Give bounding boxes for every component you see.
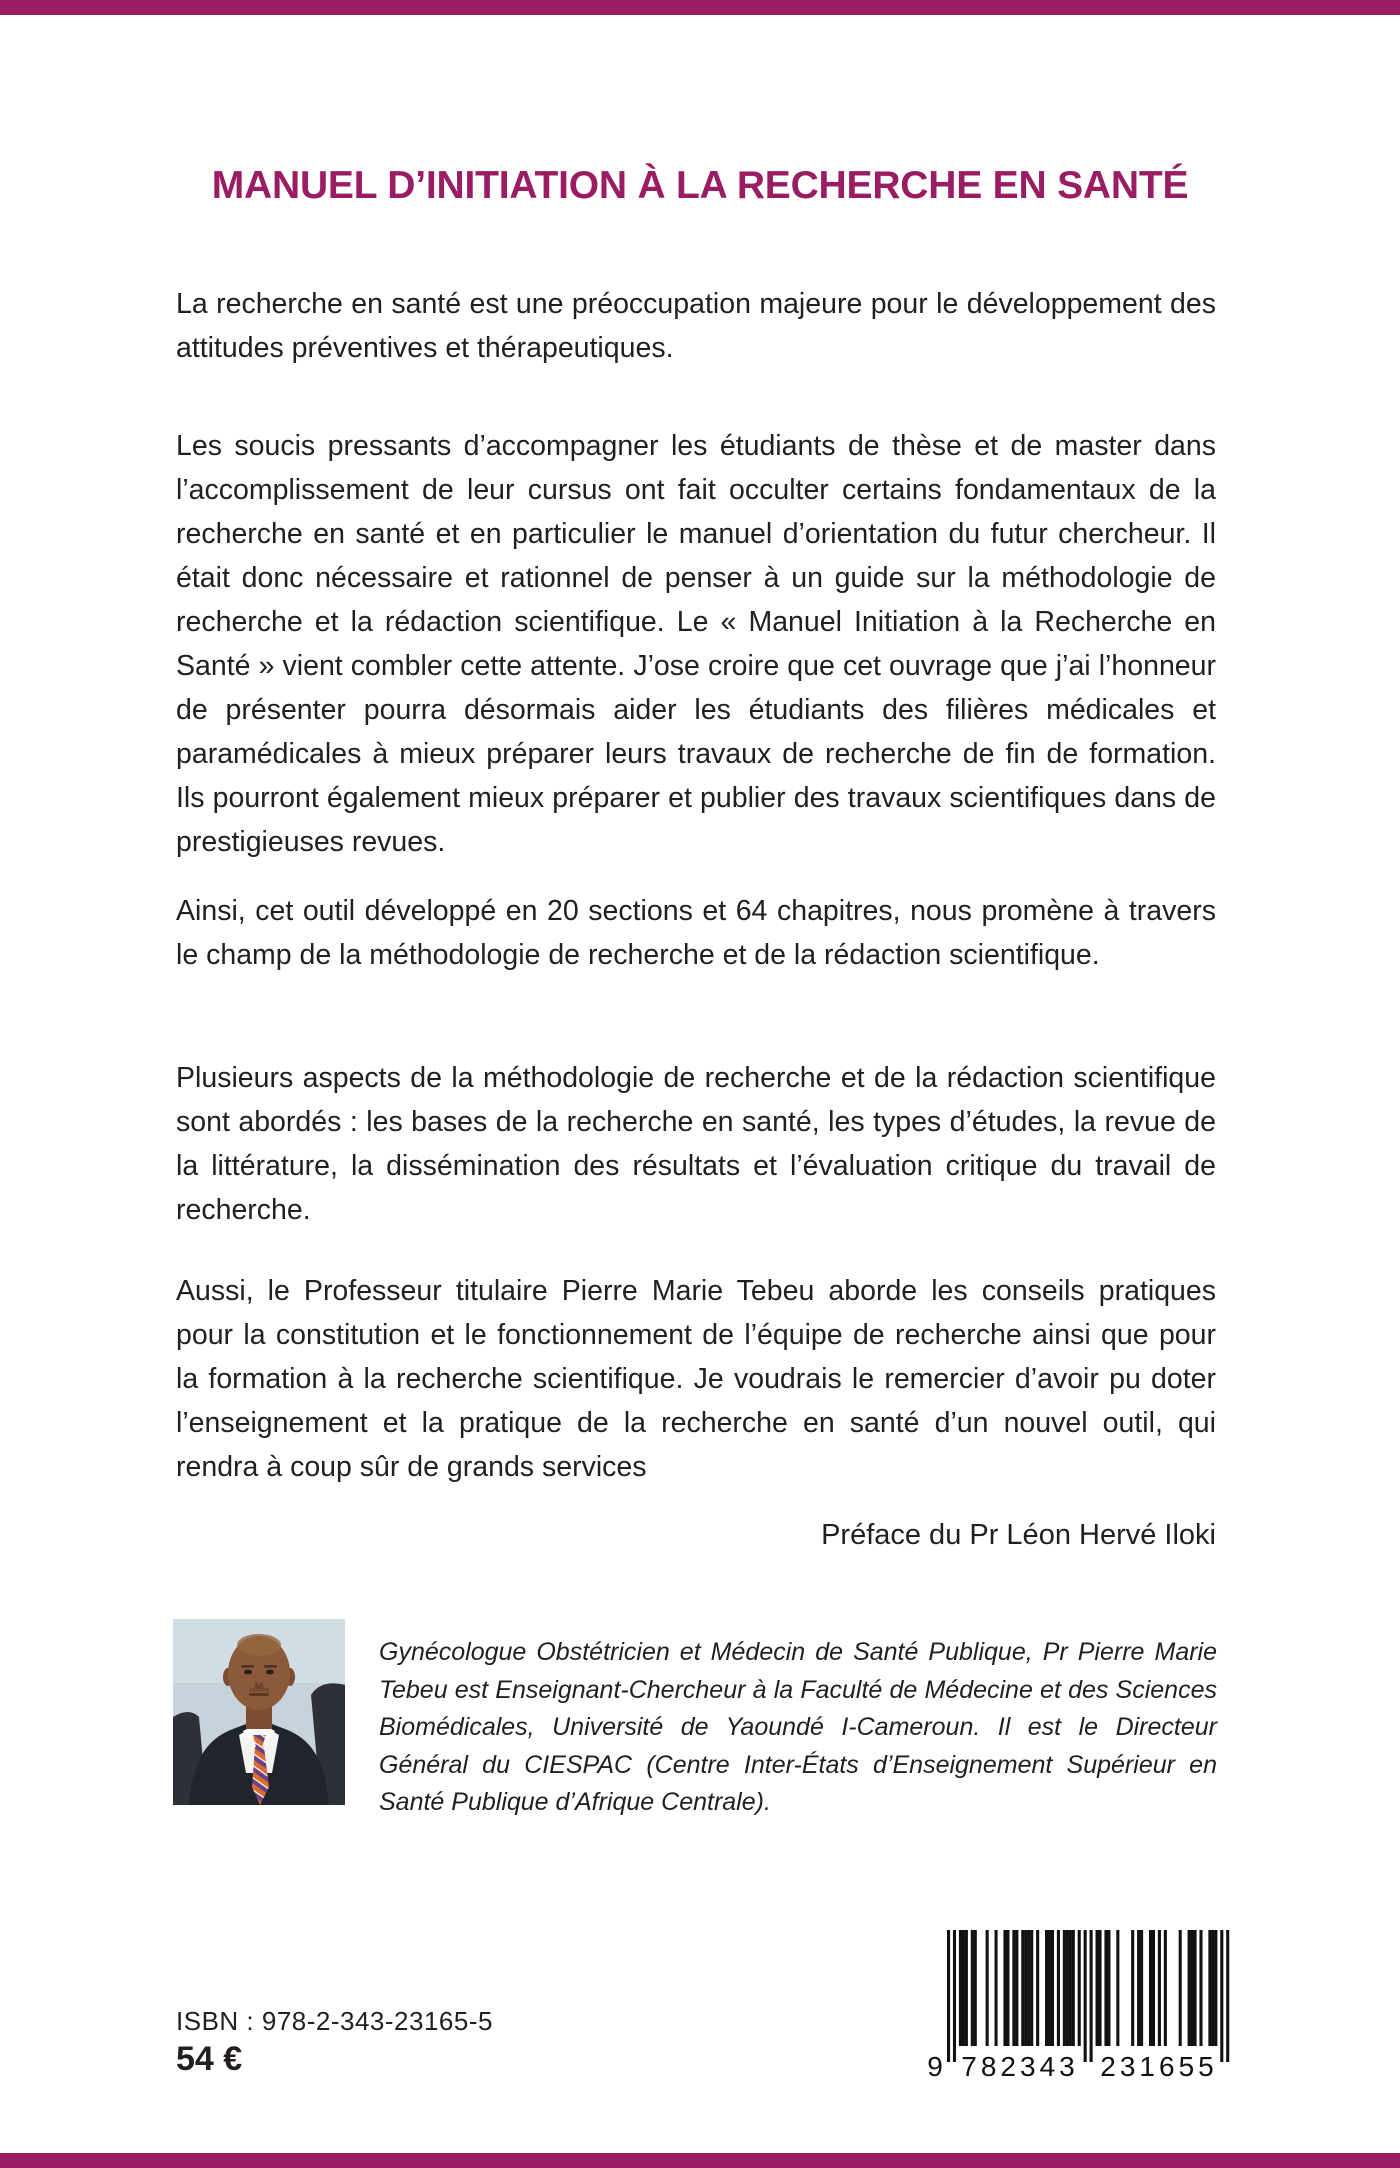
price-text: 54 €	[176, 2040, 243, 2078]
author-bio: Gynécologue Obstétricien et Médecin de Santé Publique, Pr Pierre Marie Tebeu est Enseignant-Chercheur à la Faculté de Médecine et des Sciences Biomédicales, Université de Yaoundé I-Cameroun. Il est le Directeur Général du CIESPAC (Centre Inter-États d’Enseignement Supérieur en Santé Publique d’Afrique Centrale).	[379, 1638, 1217, 1816]
top-accent-band	[0, 0, 1400, 15]
body-paragraph-1: La recherche en santé est une préoccupation majeure pour le développement des attitudes préventives et thérapeutiques.	[176, 288, 1216, 364]
body-paragraph-3: Ainsi, cet outil développé en 20 sections et 64 chapitres, nous promène à travers le champ de la méthodologie de recherche et de la rédaction scientifique.	[176, 895, 1216, 971]
author-photo	[173, 1619, 345, 1805]
body-paragraph-4: Plusieurs aspects de la méthodologie de recherche et de la rédaction scientifique sont abordés : les bases de la recherche en santé, les types d’études, la revue de la littérature, la dissémination des résultats et l’évaluation critique du travail de recherche.	[176, 1062, 1216, 1226]
preface-credit: Préface du Pr Léon Hervé Iloki	[821, 1519, 1216, 1551]
barcode-digits-right: 231655	[1100, 2051, 1218, 2082]
book-title: MANUEL D’INITIATION À LA RECHERCHE EN SANTÉ	[211, 164, 1189, 208]
author-portrait-illustration	[173, 1619, 345, 1805]
barcode-digit-first: 9	[927, 2051, 947, 2082]
barcode-bars	[947, 1930, 1229, 2062]
bottom-accent-band	[0, 2153, 1400, 2168]
barcode-ean13	[927, 1930, 1218, 2082]
body-paragraph-2: Les soucis pressants d’accompagner les étudiants de thèse et de master dans l’accomplissement de leur cursus ont fait occulter certains fondamentaux de la recherche en santé et en particulier le manuel d’orientation du futur chercheur. Il était donc nécessaire et rationnel de penser à un guide sur la méthodologie de recherche et la rédaction scientifique. Le « Manuel Initiation à la Recherche en Santé » vient combler cette attente. J’ose croire que cet ouvrage que j’ai l’honneur de présenter pourra désormais aider les étudiants des filières médicales et paramédicales à mieux préparer leurs travaux de recherche de fin de formation. Ils pourront également mieux préparer et publier des travaux scientifiques dans de prestigieuses revues.	[176, 430, 1216, 858]
barcode-digits-left: 782343	[961, 2051, 1079, 2082]
isbn-text: ISBN : 978-2-343-23165-5	[176, 2006, 493, 2036]
body-paragraph-5: Aussi, le Professeur titulaire Pierre Marie Tebeu aborde les conseils pratiques pour la constitution et le fonctionnement de l’équipe de recherche ainsi que pour la formation à la recherche scientifique. Je voudrais le remercier d’avoir pu doter l’enseignement et la pratique de la recherche en santé d’un nouvel outil, qui rendra à coup sûr de grands services	[176, 1275, 1216, 1483]
barcode	[927, 1930, 1218, 2082]
